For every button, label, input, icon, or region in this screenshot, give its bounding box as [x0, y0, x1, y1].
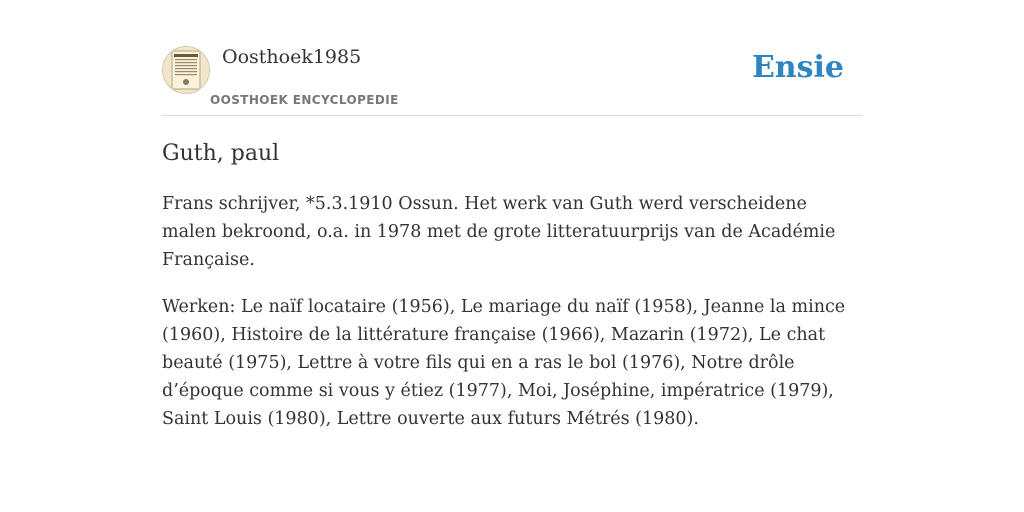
article-paragraph-intro: Frans schrijver, *5.3.1910 Ossun. Het werk van Guth werd verscheidene malen bekroond, o.a. in 1978 met de grote litteratuurprijs van de Académie Française.: [162, 194, 836, 270]
article-card: [162, 40, 862, 433]
book-cover-thumbnail-icon[interactable]: [162, 46, 210, 94]
article-paragraph-works: Werken: Le naïf locataire (1956), Le mariage du naïf (1958), Jeanne la mince (1960), Histoire de la littérature française (1966), Mazarin (1972), Le chat beauté (1975), Lettre à votre fils qui en a ras le bol (1976), Notre drôle d’époque comme si vous y étiez (1977), Moi, Joséphine, impératrice (1979), Saint Louis (1980), Lettre ouverte aux futurs Métrés (1980).: [162, 297, 846, 429]
article-header: [162, 40, 862, 116]
source-label: OOSTHOEK ENCYCLOPEDIE: [210, 93, 399, 107]
author-name[interactable]: Oosthoek1985: [222, 46, 362, 68]
brand-logo[interactable]: Ensie: [751, 50, 844, 85]
article-title: Guth, paul: [162, 141, 280, 166]
